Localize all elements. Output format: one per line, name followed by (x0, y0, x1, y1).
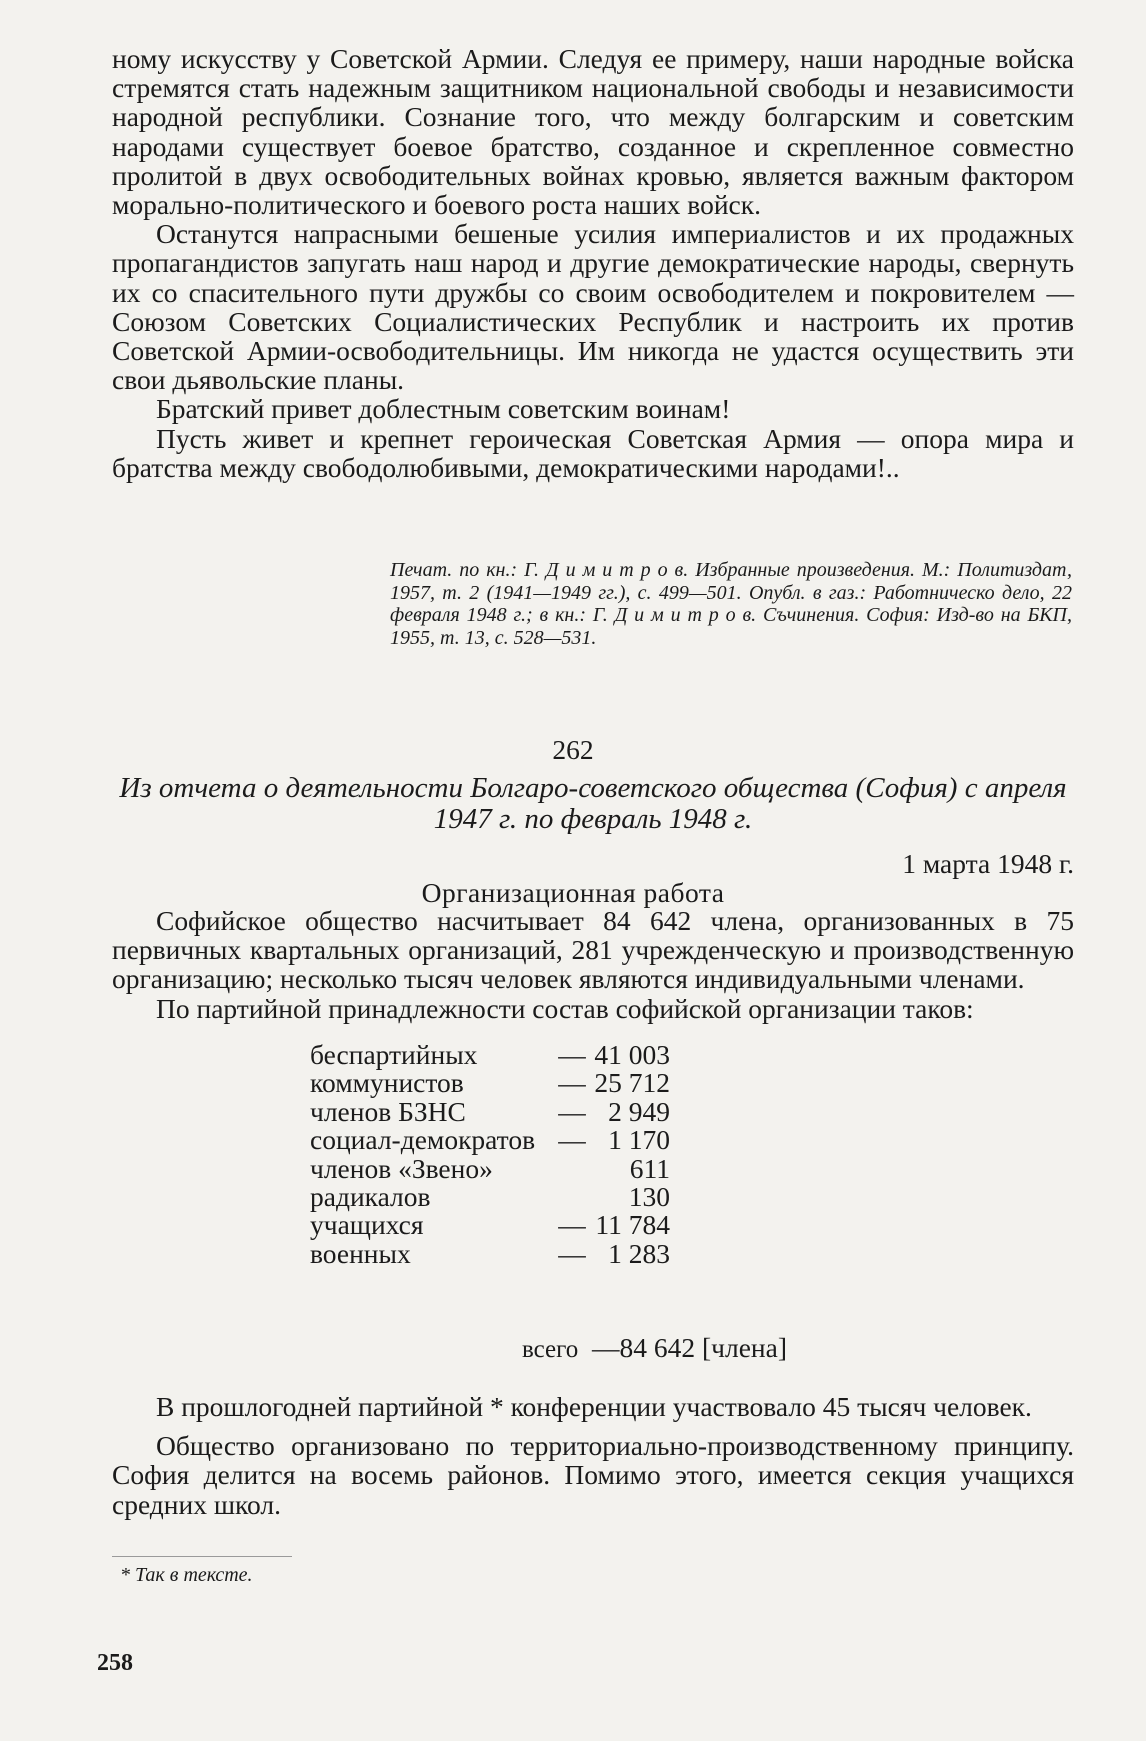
row-label: учащихся (310, 1209, 424, 1241)
paragraph-long-live: Пусть живет и крепнет героическая Советская Армия — опора мира и братства между свободолюбивыми, демократическими народами!.. (112, 422, 1074, 483)
total-label: всего (522, 1336, 579, 1363)
table-row (310, 1095, 670, 1127)
total-dash: — (592, 1332, 620, 1363)
row-dash: — (558, 1067, 586, 1099)
row-value: 41 003 (594, 1039, 670, 1070)
row-label: военных (310, 1237, 411, 1269)
row-dash: — (558, 1039, 586, 1070)
organization-text-block (112, 906, 1074, 1023)
row-label: социал-демократов (310, 1124, 536, 1156)
row-dash (552, 1183, 592, 1211)
row-label: коммунистов (310, 1067, 464, 1099)
intro-text-block (112, 44, 1074, 482)
table-row (310, 1152, 670, 1184)
footnote: * Так в тексте. (120, 1564, 253, 1586)
page-number: 258 (97, 1650, 133, 1676)
table-row (310, 1126, 670, 1154)
total-suffix: [члена] (702, 1332, 787, 1363)
total-row (522, 1332, 787, 1364)
table-row (310, 1041, 670, 1069)
paragraph-army-art: ному искусству у Советской Армии. Следуя ее примеру, наши народные войска стремятся стать надежным защитником национальной свободы и независимости народной республики. Сознание того, что между болгарским и советским народами существует боевое братство, созданное и скрепленное совместно пролитой в двух освободительных войнах кровью, является важным фактором морально-политического и боевого роста наших войск. (112, 43, 1074, 221)
row-value: 130 (628, 1180, 670, 1212)
paragraph-conference: В прошлогодней партийной * конференции участвовало 45 тысяч человек. (156, 1391, 1032, 1422)
row-value: 1 170 (608, 1124, 670, 1156)
row-label: радикалов (310, 1180, 431, 1212)
paragraph-member-count: Софийское общество насчитывает 84 642 члена, организованных в 75 первичных квартальных организаций, 281 учрежденческую и производственную организацию; несколько тысяч человек являются индивидуальными членами. (112, 905, 1074, 995)
row-value: 611 (629, 1152, 670, 1184)
row-dash: — (558, 1237, 586, 1269)
row-value: 2 949 (608, 1095, 670, 1127)
total-value: 84 642 (619, 1332, 696, 1363)
document-number: 262 (552, 734, 594, 765)
table-row (310, 1237, 670, 1269)
document-date: 1 марта 1948 г. (902, 848, 1074, 879)
row-value: 11 784 (595, 1209, 670, 1241)
source-citation: Печат. по кн.: Г. Д и м и т р о в. Избранные произведения. М.: Политиздат, 1957, т. 2 (1941—1949 гг.), с. 499—501. Опубл. в газ.: Работническо дело, 22 февраля 1948 г.; в кн.: Г. Д и м и т р о в. Съчинения. София: Изд-во на БКП, 1955, т. 13, с. 528—531. (390, 559, 1072, 649)
row-dash: — (558, 1209, 586, 1241)
row-value: 1 283 (608, 1237, 670, 1269)
section-title: Организационная работа (421, 877, 725, 908)
row-value: 25 712 (594, 1067, 670, 1099)
row-dash (552, 1155, 592, 1183)
row-dash: — (558, 1095, 586, 1127)
footnote-divider (112, 1556, 292, 1557)
row-label: беспартийных (310, 1039, 478, 1070)
paragraph-greeting: Братский привет доблестным советским воинам! (156, 393, 731, 425)
paragraph-party-affiliation: По партийной принадлежности состав софийской организации таков: (156, 992, 974, 1024)
closing-text-block (112, 1392, 1074, 1519)
paragraph-structure: Общество организовано по территориально-производственному принципу. София делится на восемь районов. Помимо этого, имеется секция учащихся средних школ. (112, 1430, 1074, 1520)
membership-table (310, 1041, 670, 1268)
document-title: Из отчета о деятельности Болгаро-советского общества (София) с апреля 1947 г. по февраль 1948 г. (119, 772, 1067, 835)
table-row (310, 1069, 670, 1097)
row-label: членов «Звено» (310, 1152, 493, 1184)
table-row (310, 1211, 670, 1239)
table-row (310, 1180, 670, 1212)
paragraph-imperialists: Останутся напрасными бешеные усилия империалистов и их продажных пропагандистов запугать наш народ и другие демократические народы, свернуть их со спасительного пути дружбы со своим освободителем и покровителем — Союзом Советских Социалистических Республик и настроить их против Советской Армии-освободительницы. Им никогда не удастся осуществить эти свои дьявольские планы. (112, 218, 1074, 396)
row-label: членов БЗНС (310, 1095, 466, 1127)
row-dash: — (558, 1124, 586, 1156)
